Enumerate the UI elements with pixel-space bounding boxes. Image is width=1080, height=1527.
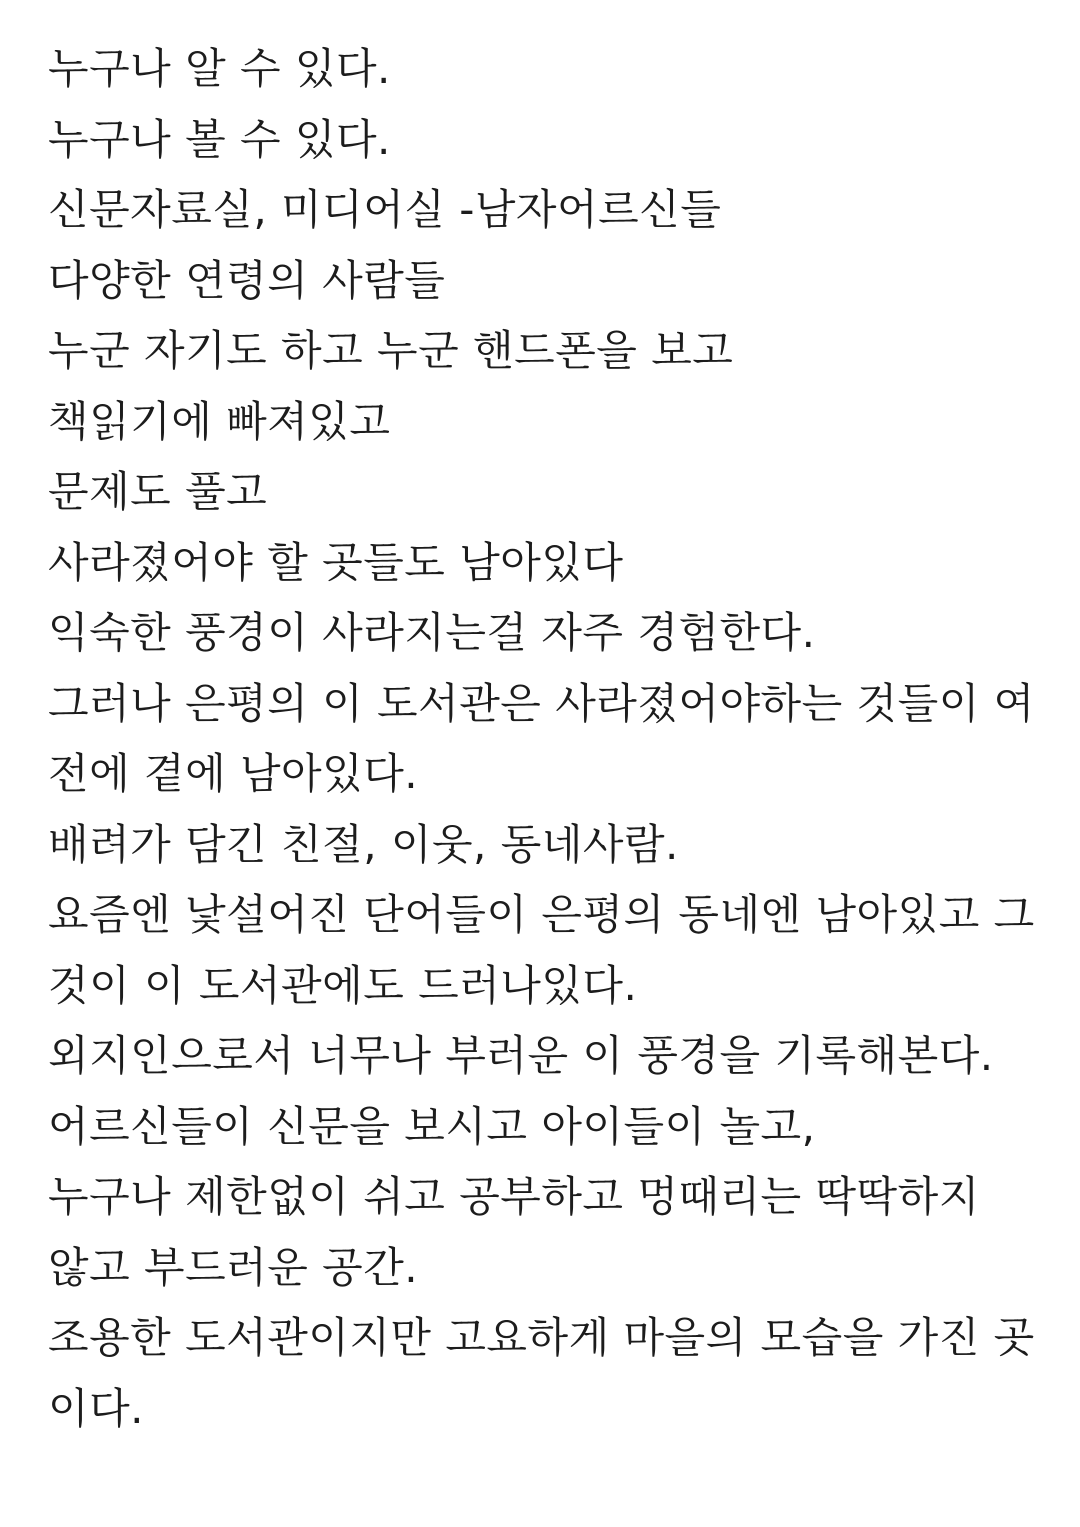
note-line: 누군 자기도 하고 누군 핸드폰을 보고	[48, 326, 734, 375]
note-line: 이다.	[48, 1383, 144, 1433]
note-line: 외지인으로서 너무나 부러운 이 풍경을 기록해본다.	[48, 1031, 994, 1080]
note-line: 책읽기에 빠져있고	[48, 396, 391, 446]
note-line: 누구나 제한없이 쉬고 공부하고 멍때리는 딱딱하지	[48, 1172, 980, 1221]
note-line: 그러나 은평의 이 도서관은 사라졌어야하는 것들이 여	[48, 678, 1035, 728]
note-line: 다양한 연령의 사람들	[48, 255, 446, 305]
note-line: 배려가 담긴 친절, 이웃, 동네사람.	[48, 819, 679, 869]
note-line: 전에 곁에 남아있다.	[48, 749, 419, 798]
note-line: 어르신들이 신문을 보시고 아이들이 놀고,	[48, 1101, 816, 1151]
note-line: 조용한 도서관이지만 고요하게 마을의 모습을 가진 곳	[48, 1313, 1035, 1362]
note-line: 사라졌어야 할 곳들도 남아있다	[48, 537, 624, 587]
note-line: 않고 부드러운 공간.	[48, 1242, 419, 1292]
handwritten-note	[48, 34, 1048, 1444]
note-line: 누구나 알 수 있다.	[48, 44, 391, 93]
note-line: 것이 이 도서관에도 드러나있다.	[48, 960, 638, 1010]
note-line: 누구나 볼 수 있다.	[48, 114, 391, 164]
note-line: 신문자료실, 미디어실 -남자어르신들	[48, 185, 722, 234]
note-line: 요즘엔 낯설어진 단어들이 은평의 동네엔 남아있고 그	[48, 890, 1035, 939]
note-line: 문제도 풀고	[48, 467, 268, 516]
note-line: 익숙한 풍경이 사라지는걸 자주 경험한다.	[48, 608, 816, 657]
